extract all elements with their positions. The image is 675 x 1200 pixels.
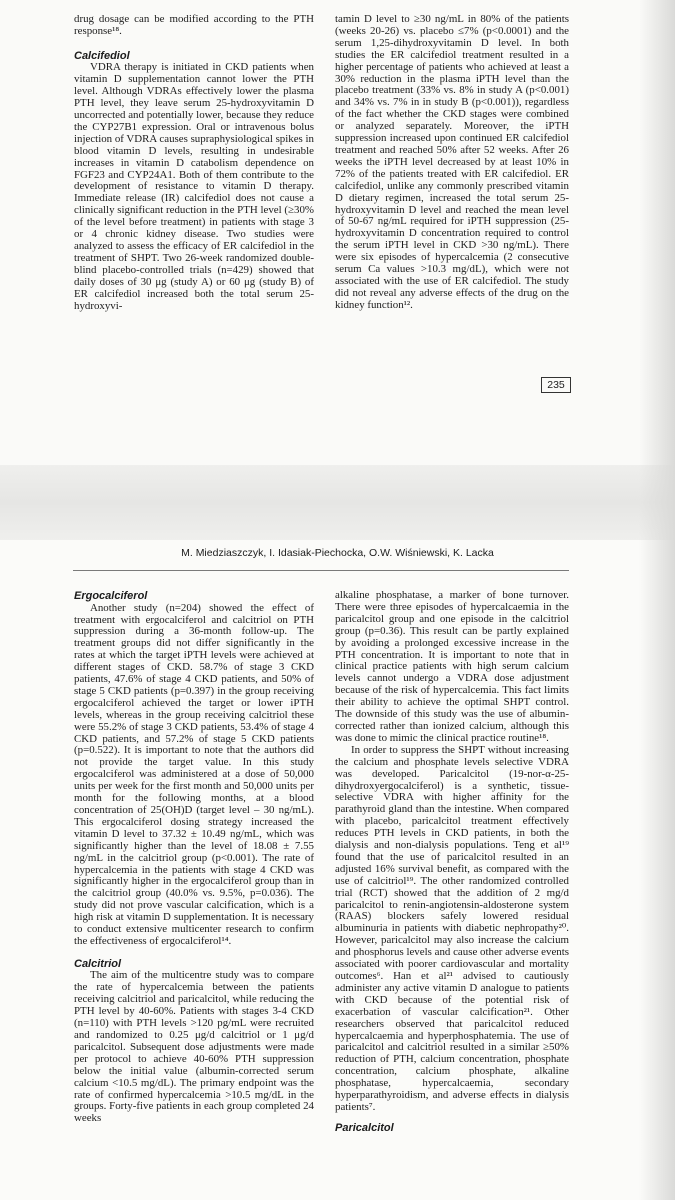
- page1-left-column: [74, 14, 314, 312]
- section-heading-calcifediol: Calcifediol: [74, 49, 130, 62]
- page1-right-column: [335, 14, 569, 312]
- section-heading-paricalcitol: Paricalcitol: [335, 1121, 394, 1134]
- body-paragraph: Another study (n=204) showed the effect of treatment with ergocalciferol and calcitriol on PTH suppression during a 36-month follow-up. The treatment groups did not differ significantly in the rates at which the target iPTH levels were achieved at different stages of CKD. 58.7% of stage 3 CKD patients, 47.6% of stage 4 CKD patients, and 50% of stage 5 CKD patients (p=0.397) in the group receiving ergocalciferol achieved the target or lower iPTH levels, whereas in the group receiving calcitriol these were 55.2% of stage 3 CKD patients, 53.4% of stage 4 CKD patients, and 57.2% of stage 5 CKD patients (p=0.522). It is important to note that the authors did not provide the target value. In this study ergocalciferol was administered at a dose of 50,000 units per week for the first month and 50,000 units per month for the following months, at a blood concentration of 25(OH)D (target level – 30 ng/mL). This ergocalciferol dosing strategy increased the vitamin D level to 37.32 ± 10.49 ng/mL, which was significantly higher than the level of 18.08 ± 7.55 ng/mL in the calcitriol group (p<0.001). The rate of hypercalcemia in the patients with stage 4 CKD was significantly higher in the ergocalciferol group than in the calcitriol group (40.0% vs. 9.5%, p=0.036). The study did not prove vascular calcification, which is a high risk at vitamin D supplementation. It is necessary to conduct extensive multicenter research to confirm the effectiveness of ergocalciferol¹⁴.: [74, 601, 314, 947]
- page2-left-column: [74, 590, 314, 1125]
- body-paragraph: In order to suppress the SHPT without increasing the calcium and phosphate levels selective VDRA was developed. Paricalcitol (19-nor-α-25-dihydroxyergocalciferol) is a synthetic, tissue-selective VDRA with higher affinity for the parathyroid gland than the intestine. When compared with placebo, paricalcitol treatment effectively reduces PTH levels in CKD patients, in both the dialysis and non-dialysis populations. Teng et al¹⁹ found that the use of paricalcitol resulted in an adjusted 16% survival benefit, as compared with the use of calcitriol¹⁹. The other randomized controlled trial (RCT) showed that the addition of 2 mg/d paricalcitol to renin-angiotensin-aldosterone system (RAAS) blockers safely lowered residual albuminuria in patients with diabetic nephropathy²⁰. However, paricalcitol may also increase the calcium and phosphorus levels and cause other adverse events associated with poorer cardiovascular and mortality outcomes⁶. Han et al²¹ advised to cautiously administer any active vitamin D analogue to patients with CKD because of the potential risk of exacerbation of vascular calcification²¹. Other researchers observed that paricalcitol reduced hypercalcaemia and hyperphosphatemia. The use of paricalcitol and calcitriol resulted in a similar ≥50% reduction of PTH, calcium concentration, phosphate concentration, calcium phosphate, alkaline phosphatase, hypercalcaemia, secondary hyperparathyroidism, and adverse effects in dialysis patients⁷.: [335, 743, 569, 1113]
- body-paragraph: tamin D level to ≥30 ng/mL in 80% of the patients (weeks 20-26) vs. placebo ≤7% (p<0.0001) and the serum 1,25-dihydroxyvitamin D level. In both studies the ER calcifediol treatment resulted in a higher percentage of patients who achieved at least a 30% reduction in the plasma iPTH level than the placebo treatment (33% vs. 8% in study A (p<0.001) and 34% vs. 7% in in study B (p<0.001)), regardless of the fact whether the CKD stages were combined or analyzed separately. Moreover, the iPTH suppression increased upon continued ER calcifediol treatment and reached 50% after 52 weeks. After 26 weeks the iPTH level decreased by at least 10% in 72% of the patients treated with ER calcifediol. ER calcifediol, unlike any commonly prescribed vitamin D dietary regimen, increased the total serum 25-hydroxyvitamin D level and reached the mean level of 50-67 ng/mL required for iPTH suppression (25-hydroxyvitamin D concentration required to control the serum iPTH level in CKD >30 ng/mL). There were six episodes of hypercalcemia (2 consecutive serum Ca values >10.3 mg/dL), which were not associated with the use of ER calcifediol. The study did not reveal any adverse effects of the drug on the kidney function¹².: [335, 13, 569, 311]
- body-paragraph: alkaline phosphatase, a marker of bone turnover. There were three episodes of hypercalcaemia in the paricalcitol group and one episode in the calcitriol group (p=0.36). This result can be partly explained by avoiding a prolonged excessive increase in the PTH concentration. It is important to note that in clinical practice patients with high serum calcium levels cannot undergo a VDRA dose adjustment because of the risk of hypercalcemia. This fact limits their ability to achieve the optimal SHPT control. The downside of this study was the use of albumin-corrected rather than ionized calcium, although this was done to mimic the clinical practice routine¹⁸.: [335, 589, 569, 744]
- body-paragraph: VDRA therapy is initiated in CKD patients when vitamin D supplementation cannot lower the PTH level. Although VDRAs effectively lower the plasma PTH level, they leave serum 25-hydroxyvitamin D uncorrected and potentially lower, because they reduce the CYP27B1 expression. Oral or intravenous bolus injection of VDRA causes supraphysiological spikes in blood vitamin D levels, resulting in undesirable increases in vitamin D catabolism dependence on FGF23 and CYP24A1. Both of them contribute to the development of resistance to vitamin D therapy. Immediate release (IR) calcifediol does not cause a clinically significant reduction in the PTH level (≥30% of the level before treatment) in patients with stage 3 or 4 chronic kidney disease. Two studies were analyzed to assess the efficacy of ER calcifediol in the treatment of SHPT. Two 26-week randomized double-blind placebo-controlled trials (n=429) showed that daily doses of 30 μg (study A) or 60 μg (study B) of ER calcifediol increased both the total serum 25-hydroxyvi-: [74, 61, 314, 312]
- body-paragraph: The aim of the multicentre study was to compare the rate of hypercalcemia between the patients receiving calcitriol and paricalcitol, while reducing the PTH level by 40-60%. Patients with stages 3-4 CKD (n=110) with PTH levels >120 pg/mL were recruited and randomized to 0.25 μg/d calcitriol or 1 μg/d paricalcitol. Subsequent dose adjustments were made per protocol to achieve 40-60% PTH suppression below the initial value (albumin-corrected serum calcium <10.5 mg/dL). The primary endpoint was the rate of confirmed hypercalcemia >10.5 mg/dL in the groups. Forty-five patients in each group completed 24 weeks: [74, 969, 314, 1125]
- section-heading-calcitriol: Calcitriol: [74, 957, 122, 970]
- page-edge-shadow: [639, 0, 675, 1200]
- header-rule: [73, 570, 569, 571]
- upper-page: [0, 0, 675, 465]
- page-gap: [0, 465, 675, 540]
- section-heading-ergocalciferol: Ergocalciferol: [74, 590, 148, 602]
- page2-right-column: [335, 590, 569, 1134]
- running-head: M. Miedziaszczyk, I. Idasiak-Piechocka, O.W. Wiśniewski, K. Lacka: [181, 547, 494, 559]
- page-number-box: 235: [541, 377, 571, 393]
- intro-text: drug dosage can be modified according to the PTH response¹⁸.: [74, 13, 314, 37]
